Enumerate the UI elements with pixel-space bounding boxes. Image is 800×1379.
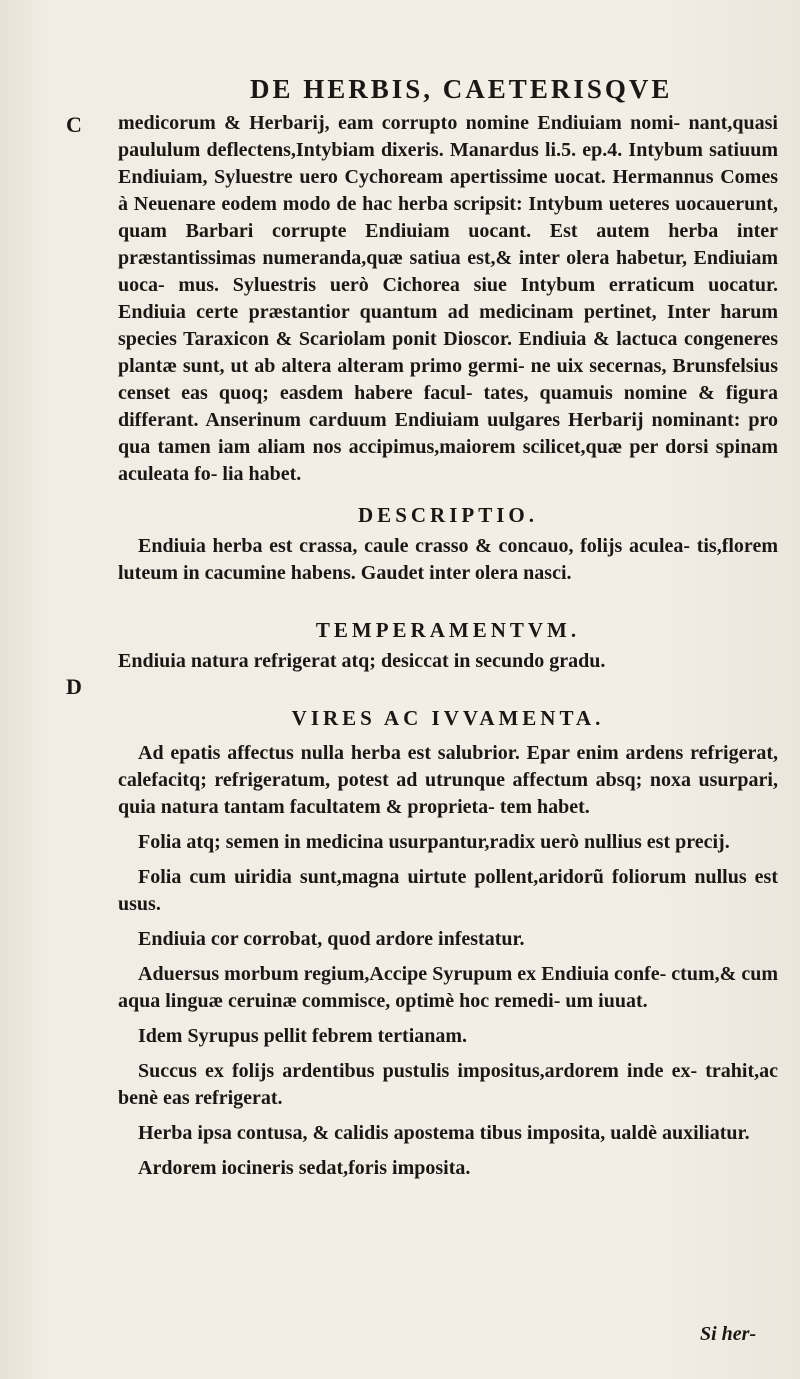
temperamentum-text: Endiuia natura refrigerat atq; desiccat in secundo gradu.: [118, 650, 606, 672]
catchword: Si her-: [700, 1323, 757, 1345]
vires-item: Idem Syrupus pellit febrem tertianam.: [138, 1025, 468, 1047]
intro-paragraph: medicorum & Herbarij, eam corrupto nomine Endiuiam nomi- nant,quasi paululum deflectens,Intybiam dixeris. Manardus li.5. ep.4. Intybum satiuum Endiuiam, Syluestre uero Cychoream apertissime uocat. Hermannus Comes à Neuenare eodem modo de hac herba scripsit: Intybum ueteres uocauerunt, quam Barbari corrupte Endiuiam uocant. Est autem herba inter præstantissimas numeranda,quæ satiua est,& inter olera habetur, Endiuiam uoca- mus. Syluestris uerò Cichorea siue Intybum erraticum uocatur. Endiuia certe præstantior quantum ad medicinam pertinet, Inter harum species Taraxicon & Scariolam ponit Dioscor. Endiuia & lactuca congeneres plantæ sunt, ut ab altera alteram primo germi- ne uix secernas, Brunsfelsius censet eas quoq; easdem habere facul- tates, quamuis nomine & figura differant. Anserinum carduum Endiuiam uulgares Herbarij nominant: pro qua tamen iam aliam nos accipimus,maiorem scilicet,quæ per dorsi spinam aculeata fo- lia habet.: [118, 112, 778, 485]
margin-letter-d: D: [66, 674, 82, 699]
margin-letter-c: C: [66, 112, 82, 137]
vires-item: Ad epatis affectus nulla herba est salubrior. Epar enim ardens refrigerat, calefacitq; refrigeratum, potest ad utrunque affectum absq; noxa usurpari, quia natura tantam facultatem & proprieta- tem habet.: [118, 742, 778, 818]
vires-item: Herba ipsa contusa, & calidis apostema tibus imposita, ualdè auxiliatur.: [138, 1122, 750, 1144]
descriptio-heading: DESCRIPTIO.: [358, 503, 538, 527]
vires-item: Endiuia cor corrobat, quod ardore infestatur.: [138, 928, 525, 950]
vires-item: Aduersus morbum regium,Accipe Syrupum ex Endiuia confe- ctum,& cum aqua linguæ ceruinæ commisce, optimè hoc remedi- um iuuat.: [118, 963, 778, 1012]
temperamentum-heading: TEMPERAMENTVM.: [315, 618, 581, 642]
vires-item: Ardorem iocineris sedat,foris imposita.: [138, 1157, 471, 1179]
vires-item: Folia cum uiridia sunt,magna uirtute pollent,aridorũ foliorum nullus est usus.: [118, 866, 778, 915]
vires-item: Folia atq; semen in medicina usurpantur,radix uerò nullius est precij.: [138, 831, 730, 853]
descriptio-text: Endiuia herba est crassa, caule crasso & concauo, folijs aculea- tis,florem luteum in cacumine habens. Gaudet inter olera nasci.: [118, 535, 778, 584]
body-text: [118, 110, 778, 1182]
running-head: DE HERBIS, CAETERISQVE: [250, 74, 673, 104]
vires-item: Succus ex folijs ardentibus pustulis impositus,ardorem inde ex- trahit,ac benè eas refrigerat.: [118, 1060, 778, 1109]
vires-heading: VIRES AC IVVAMENTA.: [291, 706, 605, 730]
